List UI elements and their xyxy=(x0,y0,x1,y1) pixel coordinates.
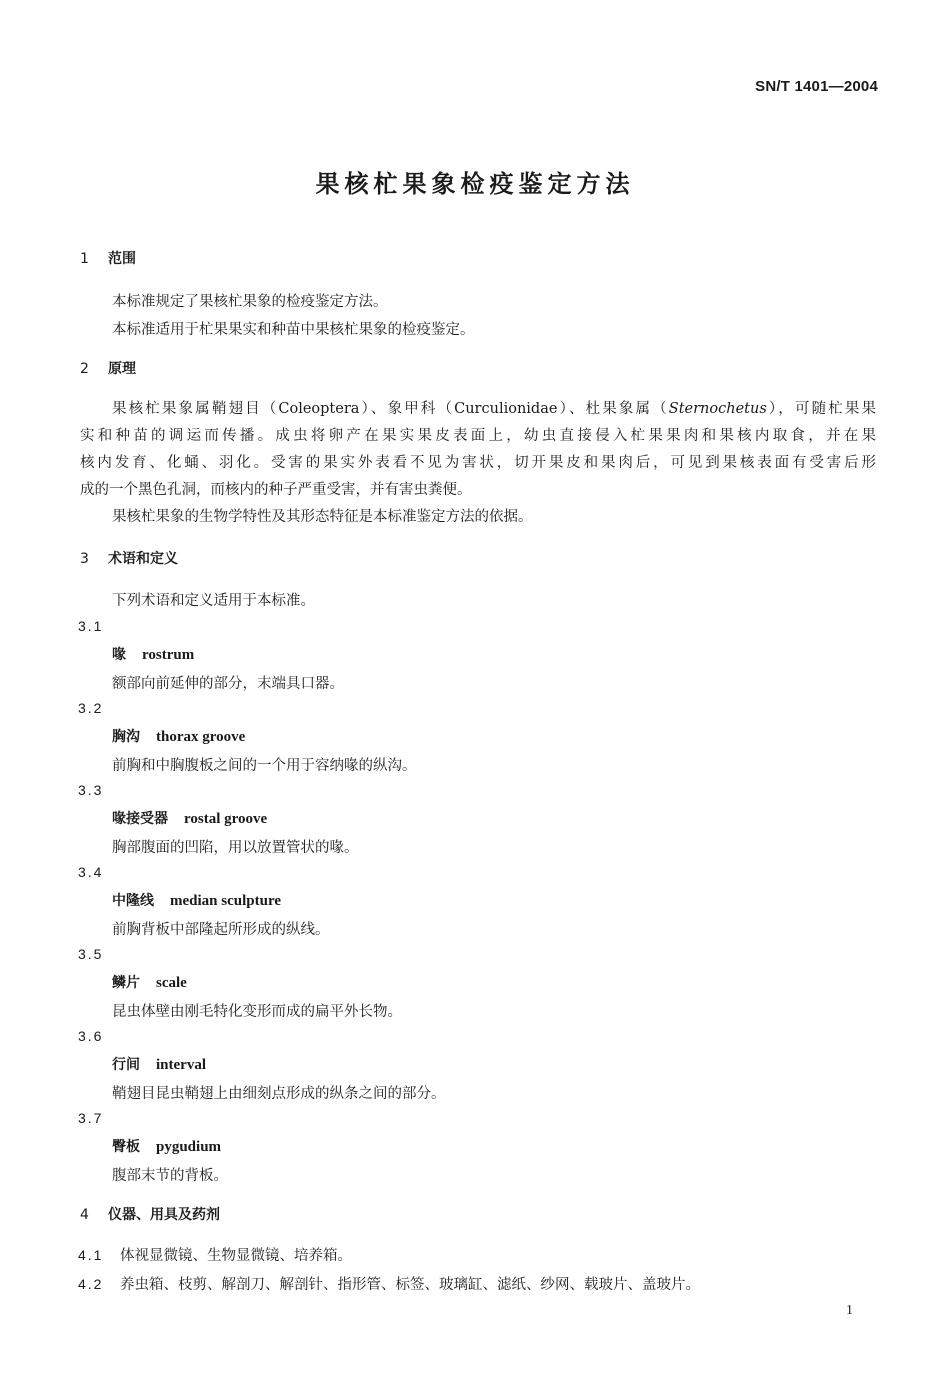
clause-number: 3.6 xyxy=(78,1028,104,1044)
page-number: 1 xyxy=(846,1303,853,1318)
genus-name: Sternochetus xyxy=(668,401,767,417)
section-number: 3 xyxy=(80,551,89,567)
section-number: 1 xyxy=(80,251,89,267)
clause-number: 3.5 xyxy=(78,946,104,962)
term-chinese: 行间 xyxy=(112,1057,140,1073)
section-title: 原理 xyxy=(108,361,136,377)
term-entry xyxy=(112,726,245,746)
term-chinese: 中隆线 xyxy=(112,893,154,909)
term-entry xyxy=(112,644,194,664)
section-number: 4 xyxy=(80,1207,89,1223)
term-definition: 昆虫体壁由刚毛特化变形而成的扁平外长物。 xyxy=(112,1004,402,1020)
term-english: scale xyxy=(156,975,187,991)
term-chinese: 喙 xyxy=(112,647,126,663)
term-definition: 前胸背板中部隆起所形成的纵线。 xyxy=(112,922,330,938)
term-entry xyxy=(112,1054,206,1074)
clause-number: 3.1 xyxy=(78,618,104,634)
clause-number: 3.4 xyxy=(78,864,104,880)
term-entry xyxy=(112,972,187,992)
term-chinese: 臀板 xyxy=(112,1139,140,1155)
term-english: interval xyxy=(156,1057,206,1073)
section-title: 范围 xyxy=(108,251,136,267)
section-4-heading xyxy=(80,1204,220,1224)
section-title: 仪器、用具及药剂 xyxy=(108,1207,220,1223)
paragraph-line: 实和种苗的调运而传播。成虫将卵产在果实果皮表面上，幼虫直接侵入杧果果肉和果核内取食，并在果 xyxy=(80,428,876,444)
principle-paragraph xyxy=(80,396,876,531)
item-number: 4.1 xyxy=(78,1247,104,1263)
term-definition: 腹部末节的背板。 xyxy=(112,1168,228,1184)
section-1-heading xyxy=(80,248,136,268)
section-number: 2 xyxy=(80,361,89,377)
document-title: 果核杧果象检疫鉴定方法 xyxy=(315,170,635,198)
term-english: rostrum xyxy=(142,647,195,663)
term-entry xyxy=(112,808,267,828)
term-entry xyxy=(112,1136,221,1156)
paragraph-line: 果核杧果象属鞘翅目（Coleoptera）、象甲科（Curculionidae）、杜果象属（Sternochetus），可随杧果果 xyxy=(112,401,876,417)
term-definition: 额部向前延伸的部分，末端具口器。 xyxy=(112,676,344,692)
term-definition: 前胸和中胸腹板之间的一个用于容纳喙的纵沟。 xyxy=(112,758,417,774)
scope-paragraph-1: 本标准规定了果核杧果象的检疫鉴定方法。 xyxy=(112,294,388,310)
item-text: 体视显微镜、生物显微镜、培养箱。 xyxy=(120,1248,352,1264)
terms-intro: 下列术语和定义适用于本标准。 xyxy=(112,593,315,609)
paragraph-line: 核内发育、化蛹、羽化。受害的果实外表看不见为害状，切开果皮和果肉后，可见到果核表面有受害后形 xyxy=(80,455,876,471)
list-item xyxy=(78,1244,352,1265)
clause-number: 3.2 xyxy=(78,700,104,716)
term-english: median sculpture xyxy=(170,893,281,909)
clause-number: 3.7 xyxy=(78,1110,104,1126)
paragraph-line: 果核杧果象的生物学特性及其形态特征是本标准鉴定方法的依据。 xyxy=(112,509,533,525)
section-title: 术语和定义 xyxy=(108,551,178,567)
term-english: pygudium xyxy=(156,1139,222,1155)
term-entry xyxy=(112,890,281,910)
section-3-heading xyxy=(80,548,178,568)
term-english: rostal groove xyxy=(184,811,268,827)
paragraph-line: 成的一个黑色孔洞，而核内的种子严重受害，并有害虫粪便。 xyxy=(80,482,472,498)
list-item xyxy=(78,1273,700,1294)
term-definition: 胸部腹面的凹陷，用以放置管状的喙。 xyxy=(112,840,359,856)
term-chinese: 胸沟 xyxy=(112,729,140,745)
clause-number: 3.3 xyxy=(78,782,104,798)
section-2-heading xyxy=(80,358,136,378)
standard-code: SN/T 1401—2004 xyxy=(755,78,878,95)
term-definition: 鞘翅目昆虫鞘翅上由细刻点形成的纵条之间的部分。 xyxy=(112,1086,446,1102)
term-chinese: 鳞片 xyxy=(112,975,140,991)
term-chinese: 喙接受器 xyxy=(112,811,168,827)
item-text: 养虫箱、枝剪、解剖刀、解剖针、指形管、标签、玻璃缸、滤纸、纱网、载玻片、盖玻片。 xyxy=(120,1277,700,1293)
term-english: thorax groove xyxy=(156,729,246,745)
scope-paragraph-2: 本标准适用于杧果果实和种苗中果核杧果象的检疫鉴定。 xyxy=(112,322,475,338)
item-number: 4.2 xyxy=(78,1276,104,1292)
